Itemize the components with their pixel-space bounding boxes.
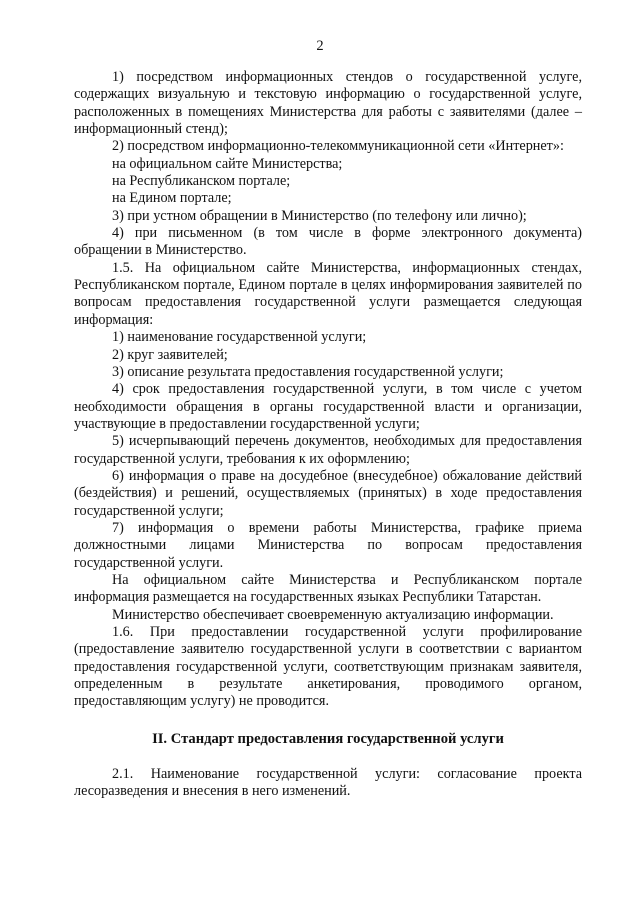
paragraph: 2) посредством информационно-телекоммуникационной сети «Интернет»:: [112, 138, 564, 155]
paragraph: 5) исчерпывающий перечень документов, необходимых для предоставления государственной услуги, требования к их оформлению;: [74, 433, 582, 467]
paragraph: 4) при письменном (в том числе в форме электронного документа) обращении в Министерство.: [74, 225, 582, 259]
paragraph: 1.5. На официальном сайте Министерства, информационных стендах, Республиканском портале, Едином портале в целях информирования заявителей по вопросам предоставления государственной услуги размещается следующая информация:: [74, 259, 582, 328]
paragraph: 6) информация о праве на досудебное (внесудебное) обжалование действий (бездействия) и решений, осуществляемых (принятых) в ходе предоставления государственной услуги;: [74, 467, 582, 519]
paragraph: 4) срок предоставления государственной услуги, в том числе с учетом необходимости обращения в органы государственной власти и организации, участвующие в предоставлении государственной услуги;: [74, 381, 582, 432]
paragraph: 1) наименование государственной услуги;: [112, 329, 367, 346]
paragraph: 1) посредством информационных стендов о государственной услуге, содержащих визуальную и текстовую информацию о государственной услуге, расположенных в помещениях Министерства для работы с заявителями (далее – информационный стенд);: [74, 69, 582, 138]
paragraph: на Едином портале;: [112, 190, 232, 207]
paragraph: 3) описание результата предоставления государственной услуги;: [112, 363, 504, 380]
section-heading: II. Стандарт предоставления государственной услуги: [152, 730, 504, 747]
paragraph: на Республиканском портале;: [112, 173, 291, 190]
paragraph: 1.6. При предоставлении государственной услуги профилирование (предоставление заявителю государственной услуги в соответствии с вариантом предоставления государственной услуги, соответствующим признакам заявителя, определенным в результате анкетирования, проводимого органом, предоставляющим услугу) не проводится.: [74, 624, 582, 710]
paragraph-list: [74, 69, 582, 711]
page-number: 2: [316, 38, 324, 54]
paragraph: 2) круг заявителей;: [112, 346, 228, 363]
paragraph: 3) при устном обращении в Министерство (по телефону или лично);: [112, 207, 527, 224]
paragraph: Министерство обеспечивает своевременную актуализацию информации.: [112, 606, 554, 623]
document-body: [74, 69, 582, 800]
paragraph-2-1: 2.1. Наименование государственной услуги: согласование проекта лесоразведения и внесения в него изменений.: [74, 765, 582, 800]
paragraph: На официальном сайте Министерства и Республиканском портале информация размещается на государственных языках Республики Татарстан.: [74, 571, 582, 606]
spacer: [74, 748, 582, 766]
paragraph: 7) информация о времени работы Министерства, графике приема должностными лицами Министерства по вопросам предоставления государственной услуги.: [74, 519, 582, 571]
paragraph: на официальном сайте Министерства;: [112, 155, 343, 172]
spacer: [74, 711, 582, 730]
